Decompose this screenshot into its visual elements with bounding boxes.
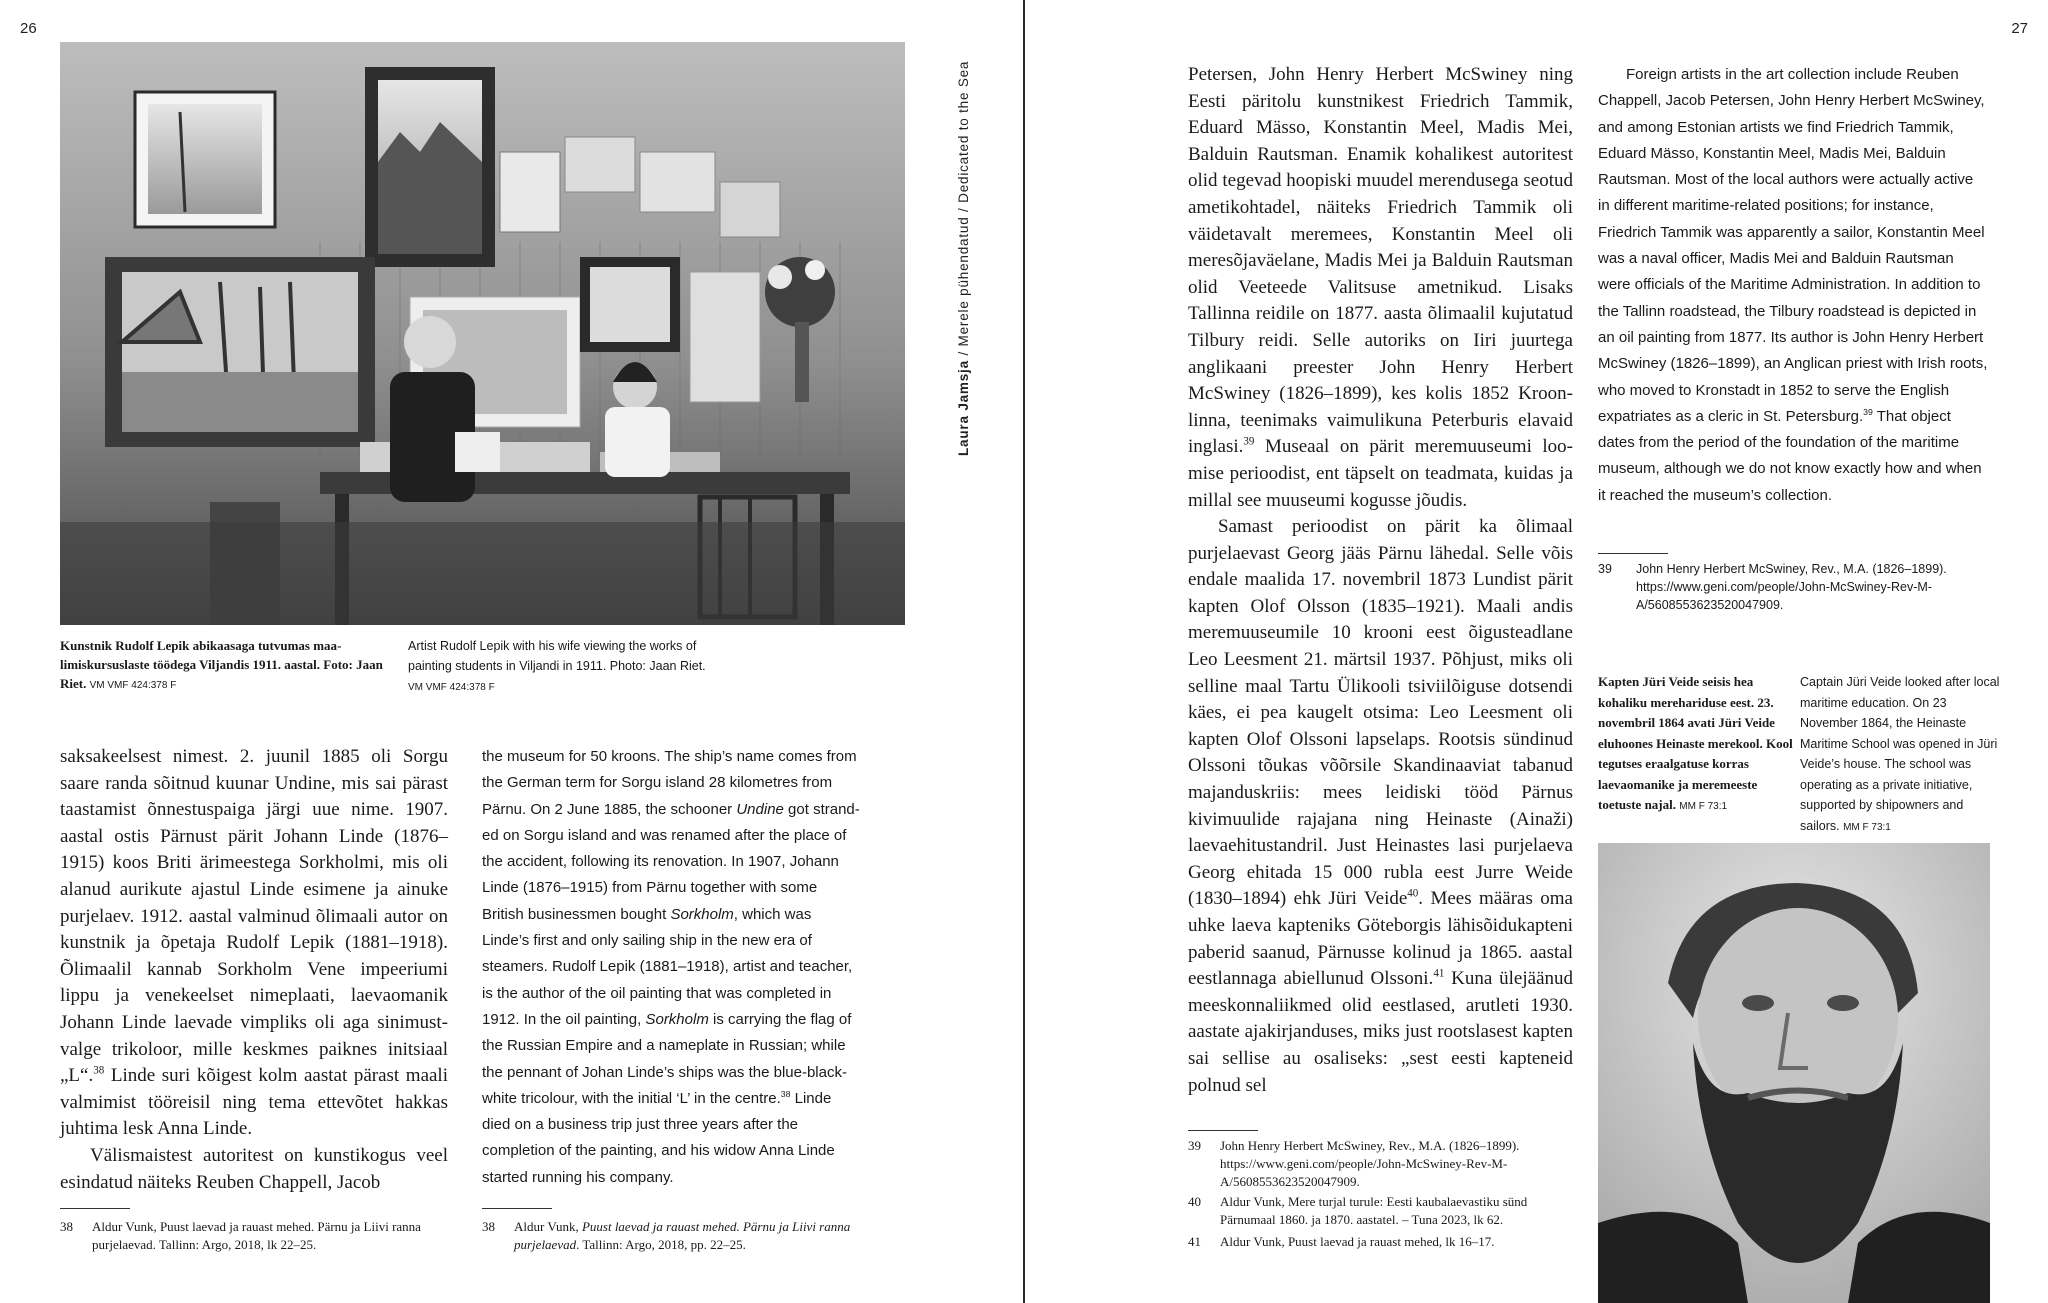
caption-reference: MM F 73:1 (1843, 821, 1891, 833)
running-head-separator: / (956, 346, 971, 361)
paragraph: saksakeelsest nimest. 2. juunil 1885 oli Sorgu saare randa sõitnud kuunar Undine, mis sai pärast taastamist õnnestuspaiga järgi uue nime. 1907. aastal ostis Pärnust pärit Johann Linde (1876–1915) koos Briti ärimeestega Sorkholmi, mis oli alanud aurikute ajastul Linde esimene ja ainuke purjelaev. 1912. aastal valminud õlimaali autor on kunstnik ja õpetaja Rudolf Lepik (1881–1918). Õlimaalil kannab Sorkholm Vene impeeriumi lippu ja venekeelset nimeplaati, laevaomanik Johann Linde laevade vimpliks oli aga sinimustvalge trikoloor, mille keskmes paiknes initsiaal „L“.$^{38}$ Linde suri kõigest kolm aastat pärast maali valmimist tööreisil ning tema ettevõtet hakkas juhtima lesk Anna Linde. (60, 746, 448, 1140)
footnote-rule (1598, 553, 1668, 554)
page-number-left: 26 (20, 20, 37, 37)
footnote-39-en: 39 John Henry Herbert McSwiney, Rev., M.A. (1826–1899). https://www.geni.com/people/John-McSwiney-Rev-M-A/5608553623520047909. (1598, 562, 1947, 612)
photo-caption-estonian (60, 636, 405, 695)
paragraph: Foreign artists in the art collection include Reuben Chappell, Jacob Petersen, John Henry Herbert McSwiney, and among Estonian artists we find Friedrich Tammik, Eduard Mässo, Konstantin Meel, Madis Mei, Balduin Rautsman. Most of the local authors were actually active in different maritime-related positions; for instance, Friedrich Tammik was apparently a sailor, Konstantin Meel was a naval officer, Madis Mei and Balduin Rautsman were officials of the Maritime Administration. In addition to the Tallinn roadstead, the Tilbury roadstead is depicted in an oil painting from 1877. Its author is John Henry Herbert McSwiney (1826–1899), an Anglican priest with Irish roots, who moved to Kronstadt in 1852 to serve the English expatriates as a cleric in St. Petersburg.$^{39}$ That object dates from the period of the foundation of the maritime museum, although we do not know exactly how and when it reached the museum’s collection. (1598, 66, 1988, 504)
footnote-39-et: 39 John Henry Herbert McSwiney, Rev., M.A. (1826–1899). https://www.geni.com/people/John-McSwiney-Rev-M-A/5608553623520047909. (1188, 1138, 1520, 1189)
footnote-40-et: 40 Aldur Vunk, Mere turjal turule: Eesti kaubalaevastiku sünd Pärnumaal 1860. ja 1870. aastatel. – Tuna 2023, lk 62. (1188, 1194, 1528, 1227)
paragraph: Samast perioodist on pärit ka õlimaal purjelaevast Georg jääs Pärnu lähedal. Selle võis endale maalida 17. novembril 1873 Lundist pärit kapten Olof Olsson (1835–1921). Maali andis meremuuseumile 10 krooni eest õigusteadlane Leo Leesment 21. märtsil 1937. Põhjust, miks oli selline maal Tartu Ülikooli tsiviilõiguse dotsendi käes, ei pea kaugelt otsima: Leo Leesment oli kapten Olof Olssoni lapselaps. Rootsis sündinud Olssoni tõukas võõrsile Skandinaaviat tabanud majanduskriis: mees leidiski tööd Pärnus kivimuulide rajajana ning Heinaste (Ainaži) laevaehitustandril. Just Heinastes lasi purjelaeva Georg ehitada 15 000 rubla eest Jurre Weide (1830–1894) ehk Jüri Veide$^{40}$. Mees määras oma uhke laeva kapteniks Göteborgis lähisõidukapteni paberid saanud, Pärnusse kolinud ja 1865. aastal eestlannaga abiellunud Olssoni.$^{41}$ Kuna ülejäänud meeskonnaliikmed olid eestlased, arutleti 1930. aastate ajakirjanduses, miks just rootslasest kapten sai sellise au osaliseks: „sest eesti kapteneid polnud sel (1188, 516, 1574, 1096)
footnote-rule (60, 1208, 130, 1209)
caption-reference: VM VMF 424:378 F (89, 680, 177, 691)
caption-text: Kunstnik Rudolf Lepik abikaasaga tutvumas maalimiskursuslaste töödega Viljandis 1911. aastal. Foto: Jaan Riet. (60, 638, 383, 691)
photo-caption-english (408, 636, 738, 698)
body-column-estonian-right (1188, 62, 1573, 1099)
captain-portrait-illustration (1598, 843, 1990, 1303)
running-head (950, 36, 980, 456)
footnote-ref: 40 (1407, 888, 1419, 901)
captain-caption-estonian: Kapten Jüri Veide seisis hea kohaliku merehariduse eest. 23. novembril 1864 avati Jüri Veide eluhoones Heinaste merekool. Kool tegutses eraalgatuse korras laevaomanike ja meremeeste toetuste najal. MM F 73:1 (1598, 674, 1793, 812)
footnote-rule (1188, 1130, 1258, 1131)
footnote-ref: 41 (1433, 967, 1445, 980)
body-column-estonian (60, 744, 448, 1196)
footnote-38-et: 38 Aldur Vunk, Puust laevad ja rauast mehed. Pärnu ja Liivi ranna purjelaevad. Tallinn: Argo, 2018, lk 22–25. (60, 1219, 421, 1252)
paragraph: Petersen, John Henry Herbert McSwiney ning Eesti päritolu kunstnikest Friedrich Tammik, Eduard Mässo, Konstantin Meel, Madis Mei, Balduin Rautsman. Enamik kohalikest autoritest olid tegevad hoopiski muudel merendusega seotud ametikohtadel, näiteks Friedrich Tammik oli väidetavalt meremees, Konstantin Meel oli meresõjaväelane, Madis Mei ja Balduin Rautsman olid Veeteede Valitsuse ametnikud. Lisaks Tallinna reidile on 1877. aasta õlimaalil kujutatud Tilbury reidi. Selle autoriks on Iiri juurtega anglikaani preester John Henry Herbert McSwiney (1826–1899), kes kolis 1852 Kroonlinna, teenimaks vaimulikuna Peterburis elavaid inglasi.$^{39}$ Museaal on pärit meremuuseumi loomise perioodist, ent täpselt on teadmata, kuidas ja millal see muuseumi kogusse jõudis. (1188, 64, 1573, 511)
paragraph: Välismaistest autoritest on kunstikogus veel esindatud näiteks Reuben Chappell, Jacob (60, 1144, 448, 1193)
running-head-title: Merele pühendatud / Dedicated to the Sea (956, 60, 971, 347)
left-page (0, 0, 1023, 1303)
footnote-ref: 38 (780, 1088, 791, 1099)
footnote-ref: 38 (93, 1064, 105, 1077)
photo-artist-lepik (60, 42, 905, 625)
page-number-right: 27 (2011, 20, 2028, 37)
footnote-rule (482, 1208, 552, 1209)
footnote-ref: 39 (1863, 406, 1873, 417)
caption-reference: VM VMF 424:378 F (408, 682, 495, 693)
running-head-author: Laura Jamsja (956, 360, 971, 456)
photo-captain-veide (1598, 843, 1990, 1303)
body-column-english-right (1598, 62, 1988, 509)
body-column-english (482, 744, 862, 1191)
footnote-38-en: 38 Aldur Vunk, Puust laevad ja rauast mehed. Pärnu ja Liivi ranna purjelaevad. Tallinn: Argo, 2018, pp. 22–25. (482, 1219, 851, 1252)
captain-caption-english: Captain Jüri Veide looked after local maritime education. On 23 November 1864, the Heinaste Maritime School was opened in Jüri Veide’s house. The school was operating as a private initiative, supported by shipowners and sailors. MM F 73:1 (1800, 675, 2000, 833)
artist-studio-illustration (60, 42, 905, 625)
footnote-ref: 39 (1243, 435, 1255, 448)
footnote-41-et: 41 Aldur Vunk, Puust laevad ja rauast mehed, lk 16–17. (1188, 1234, 1495, 1249)
caption-reference: MM F 73:1 (1679, 801, 1728, 812)
caption-text: Artist Rudolf Lepik with his wife viewing the works of painting students in Viljandi in 1911. Photo: Jaan Riet. (408, 639, 706, 673)
paragraph: the museum for 50 kroons. The ship’s name comes from the German term for Sorgu island 28 kilometres from Pärnu. On 2 June 1885, the schooner Undine got stranded on Sorgu island and was renamed after the place of the accident, following its renovation. In 1907, Johann Linde (1876–1915) from Pärnu together with some British businessmen bought Sorkholm, which was Linde’s first and only sailing ship in the new era of steamers. Rudolf Lepik (1881–1918), artist and teacher, is the author of the oil painting that was completed in 1912. In the oil painting, Sorkholm is carrying the flag of the Russian Empire and a nameplate in Russian; while the pennant of Johan Linde’s ships was the blue-black-white tricolour, with the initial ‘L’ in the centre.$^{38}$ Linde died on a business trip just three years after the completion of the painting, and his widow Anna Linde started running his company. (482, 748, 860, 1186)
